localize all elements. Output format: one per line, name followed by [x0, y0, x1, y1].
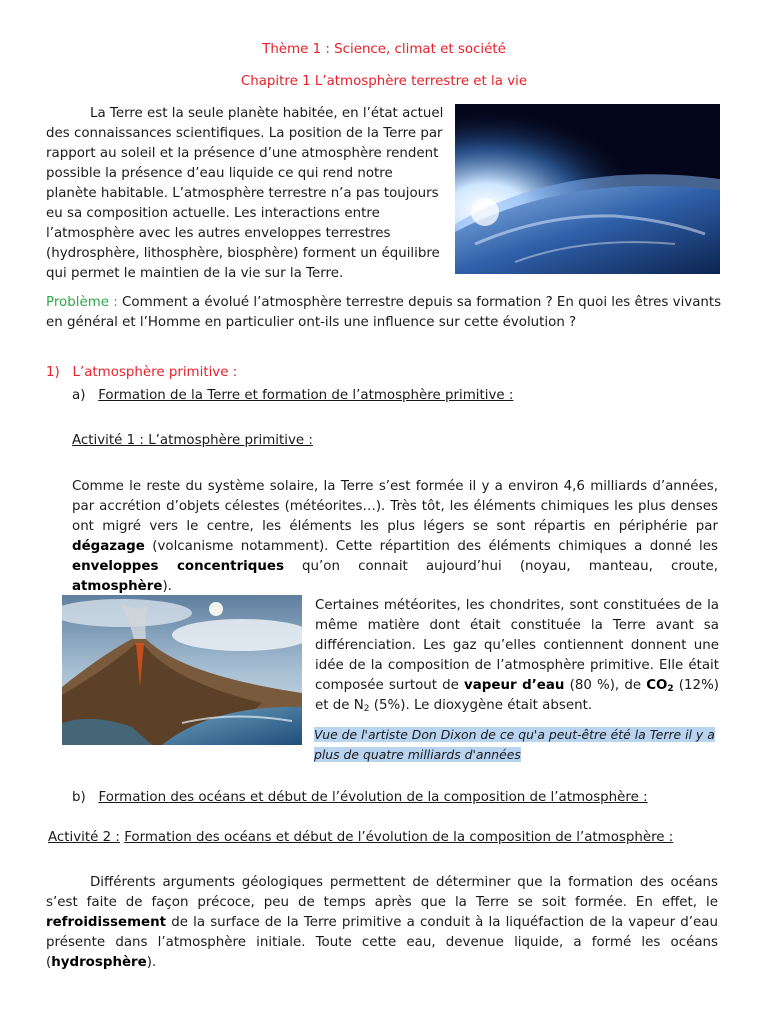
activity-1-text-1: Comme le reste du système solaire, la Terre s’est formée il y a environ 4,6 milliards d’années, par accrétion d’objets célestes (météorites…). Très tôt, les éléments chimiques les plus denses ont migré vers le centre, les éléments les plus légers se sont répartis en périphérie par	[72, 479, 718, 534]
meteorites-text-3: (12%) et de N	[315, 678, 720, 713]
earth-atmosphere-image	[455, 104, 720, 274]
term-enveloppes: enveloppes concentriques	[72, 559, 284, 574]
meteorites-text-4: (5%). Le dioxygène était absent.	[369, 698, 593, 713]
activity-2-text-3: ).	[146, 955, 157, 970]
subsection-a-heading	[72, 386, 513, 406]
activity-2-title: Formation des océans et début de l’évolution de la composition de l’atmosphère :	[124, 830, 674, 845]
activity-1-title: Activité 1 : L’atmosphère primitive :	[72, 433, 313, 448]
image-caption-text: Vue de l'artiste Don Dixon de ce qu'a peut-être été la Terre il y a plus de quatre milliards d'années	[314, 727, 715, 762]
meteorites-text-2: (80 %), de	[564, 678, 647, 693]
n2-subscript: 2	[363, 704, 370, 714]
problem-statement	[46, 293, 726, 333]
section-1-heading: 1) L’atmosphère primitive :	[46, 365, 238, 380]
problem-label: Problème :	[46, 295, 118, 310]
meteorites-text-1: Certaines météorites, les chondrites, sont constituées de la même matière dont était constituée la Terre avant sa différenciation. Les gaz qu’elles contiennent donnent une idée de la composition de l’atmosphère primitive. Elle était composée surtout de	[315, 598, 719, 693]
subsection-b-marker: b)	[72, 790, 99, 805]
primitive-earth-illustration	[62, 595, 302, 745]
term-co2	[646, 678, 673, 693]
activity-2-text-1: Différents arguments géologiques permettent de déterminer que la formation des océans s’est faite de façon précoce, peu de temps après que la Terre se soit formée. En effet, le	[46, 875, 718, 910]
problem-text: Comment a évolué l’atmosphère terrestre depuis sa formation ? En quoi les êtres vivants en général et l’Homme en particulier ont-ils une influence sur cette évolution ?	[46, 295, 722, 330]
term-atmosphere: atmosphère	[72, 579, 163, 594]
term-vapeur-eau: vapeur d’eau	[464, 678, 565, 693]
activity-2-paragraph	[46, 873, 718, 973]
intro-paragraph	[46, 104, 444, 284]
activity-1-paragraph	[72, 477, 718, 597]
co2-label: CO	[646, 678, 668, 693]
meteorites-paragraph	[315, 596, 719, 716]
term-refroidissement: refroidissement	[46, 915, 167, 930]
subsection-b-title: Formation des océans et début de l’évolution de la composition de l’atmosphère :	[98, 790, 648, 805]
term-degazage: dégazage	[72, 539, 145, 554]
subsection-a-title: Formation de la Terre et formation de l’atmosphère primitive :	[98, 388, 514, 403]
subsection-a-marker: a)	[72, 388, 99, 403]
term-hydrosphere: hydrosphère	[51, 955, 147, 970]
subsection-b-heading	[72, 788, 648, 808]
activity-1-text-4: ).	[162, 579, 172, 594]
activity-2-label: Activité 2 :	[48, 830, 120, 845]
chapter-title: Chapitre 1 L’atmosphère terrestre et la vie	[240, 74, 528, 89]
activity-2-text-2: de la surface de la Terre primitive a conduit à la liquéfaction de la vapeur d’eau présente dans l’atmosphère initiale. Toute cette eau, devenue liquide, a formé les océans (	[46, 915, 718, 970]
activity-1-text-3: qu’on connait aujourd’hui (noyau, manteau, croute,	[283, 559, 718, 574]
image-caption	[314, 725, 722, 765]
co2-subscript: 2	[667, 684, 674, 694]
activity-2-heading	[48, 828, 673, 848]
activity-1-text-2: (volcanisme notamment). Cette répartition des éléments chimiques a donné les	[144, 539, 718, 554]
intro-text: La Terre est la seule planète habitée, en l’état actuel des connaissances scientifiques. La position de la Terre par rapport au soleil et la présence d’une atmosphère rendent possible la présence d’eau liquide ce qui rend notre planète habitable. L’atmosphère terrestre n’a pas toujours eu sa composition actuelle. Les interactions entre l’atmosphère avec les autres enveloppes terrestres (hydrosphère, lithosphère, biosphère) forment un équilibre qui permet le maintien de la vie sur la Terre.	[46, 106, 444, 281]
theme-title: Thème 1 : Science, climat et société	[262, 42, 506, 57]
